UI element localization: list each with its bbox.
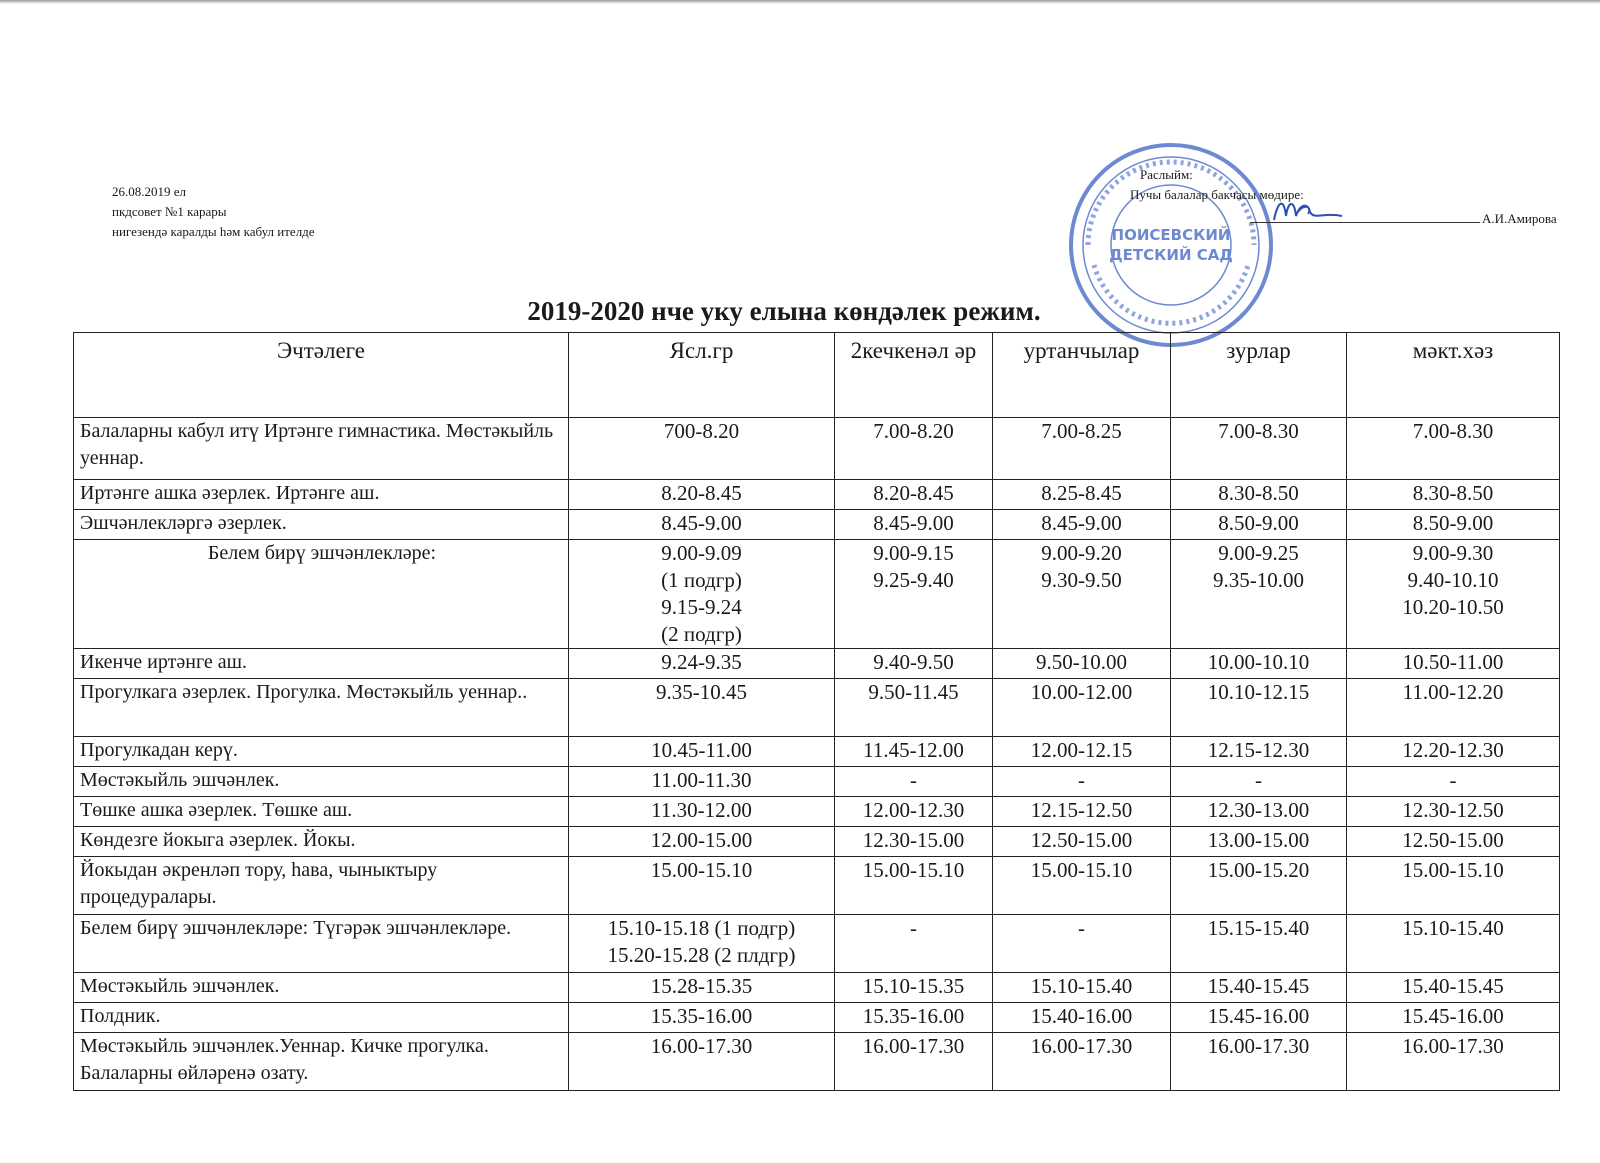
time-cell-younger	[835, 737, 993, 767]
time-value: 15.35-16.00	[862, 1004, 965, 1028]
time-cell-middle	[993, 827, 1171, 857]
time-value: 8.30-8.50	[1218, 481, 1299, 505]
time-value: 12.50-15.00	[1402, 828, 1504, 852]
time-cell-preschool	[1347, 973, 1560, 1003]
svg-text:ПОИСЕВСКИЙ: ПОИСЕВСКИЙ	[1111, 226, 1231, 244]
time-value: 15.10-15.35	[862, 974, 965, 998]
table-row	[74, 418, 1560, 480]
time-cell-senior	[1171, 915, 1347, 973]
activity-cell: Икенче иртәнге аш.	[74, 649, 569, 679]
schedule-body	[74, 418, 1560, 1091]
signature-mark	[1268, 190, 1348, 230]
table-row	[74, 540, 1560, 649]
activity-cell: Иртәнге ашка әзерлек. Иртәнге аш.	[74, 480, 569, 510]
table-row	[74, 915, 1560, 973]
time-cell-nursery	[569, 480, 835, 510]
time-cell-preschool	[1347, 510, 1560, 540]
time-cell-preschool	[1347, 1033, 1560, 1091]
table-row	[74, 797, 1560, 827]
table-row	[74, 1033, 1560, 1091]
column-header-nursery: Ясл.гр	[569, 333, 835, 418]
time-value: 9.35-10.00	[1213, 568, 1304, 592]
time-cell-middle	[993, 797, 1171, 827]
time-value: 9.00-9.20	[1041, 541, 1122, 565]
time-value: (2 подгр)	[661, 622, 742, 646]
time-value: 8.20-8.45	[873, 481, 954, 505]
table-row	[74, 767, 1560, 797]
time-value: (1 подгр)	[661, 568, 742, 592]
time-value: 9.00-9.30	[1412, 541, 1494, 565]
activity-cell: Прогулкадан керү.	[74, 737, 569, 767]
time-cell-nursery	[569, 540, 835, 649]
time-cell-senior	[1171, 418, 1347, 480]
column-header-activity: Эчтәлеге	[74, 333, 569, 418]
time-value: 700-8.20	[663, 419, 740, 443]
time-cell-nursery	[569, 973, 835, 1003]
time-value: 7.00-8.30	[1218, 419, 1299, 443]
signer-name: А.И.Амирова	[1482, 211, 1557, 226]
time-value: 12.30-13.00	[1207, 798, 1310, 822]
time-value: 8.50-9.00	[1412, 511, 1494, 535]
time-cell-senior	[1171, 857, 1347, 915]
time-value: 7.00-8.30	[1412, 419, 1494, 443]
time-value: 10.10-12.15	[1207, 680, 1310, 704]
time-cell-preschool	[1347, 827, 1560, 857]
time-cell-senior	[1171, 480, 1347, 510]
time-cell-middle	[993, 510, 1171, 540]
column-header-younger: 2кечкенәл әр	[835, 333, 993, 418]
time-value: 9.50-10.00	[1036, 650, 1127, 674]
time-value: 9.00-9.25	[1218, 541, 1299, 565]
column-header-middle: уртанчылар	[993, 333, 1171, 418]
time-value: 15.00-15.10	[862, 858, 965, 882]
time-cell-middle	[993, 915, 1171, 973]
time-cell-preschool	[1347, 737, 1560, 767]
time-value: 15.45-16.00	[1402, 1004, 1504, 1028]
time-cell-middle	[993, 1003, 1171, 1033]
time-value: 15.10-15.40	[1402, 916, 1504, 940]
time-cell-preschool	[1347, 857, 1560, 915]
time-value: -	[1255, 768, 1262, 792]
time-value: 8.20-8.45	[661, 481, 742, 505]
time-value: 15.35-16.00	[650, 1004, 753, 1028]
svg-text:ДЕТСКИЙ САД: ДЕТСКИЙ САД	[1109, 246, 1233, 264]
table-row	[74, 857, 1560, 915]
column-header-preschool: мәкт.хәз	[1347, 333, 1560, 418]
time-cell-younger	[835, 827, 993, 857]
time-value: 11.30-12.00	[651, 798, 752, 822]
time-cell-nursery	[569, 418, 835, 480]
time-cell-senior	[1171, 1033, 1347, 1091]
table-row	[74, 827, 1560, 857]
time-cell-younger	[835, 649, 993, 679]
time-value: 9.00-9.15	[873, 541, 954, 565]
time-cell-younger	[835, 679, 993, 737]
time-value: 10.00-10.10	[1207, 650, 1310, 674]
time-value: 8.45-9.00	[1041, 511, 1122, 535]
time-value: 9.40-10.10	[1407, 568, 1499, 592]
time-value: 10.45-11.00	[651, 738, 752, 762]
time-value: 15.20-15.28 (2 плдгр)	[607, 943, 796, 967]
time-cell-nursery	[569, 1033, 835, 1091]
time-cell-senior	[1171, 679, 1347, 737]
schedule-table	[73, 332, 1560, 1091]
time-value: 9.00-9.09	[661, 541, 742, 565]
activity-cell: Төшке ашка әзерлек. Төшке аш.	[74, 797, 569, 827]
time-value: 11.00-12.20	[1402, 680, 1504, 704]
time-cell-preschool	[1347, 797, 1560, 827]
activity-cell: Эшчәнлекләргә әзерлек.	[74, 510, 569, 540]
time-value: -	[1078, 768, 1085, 792]
time-value: 15.00-15.10	[650, 858, 753, 882]
approval-note	[112, 182, 315, 242]
scan-edge	[0, 0, 1600, 4]
time-value: 15.28-15.35	[650, 974, 753, 998]
time-value: 12.30-15.00	[862, 828, 965, 852]
time-cell-middle	[993, 679, 1171, 737]
time-cell-middle	[993, 418, 1171, 480]
time-value: 7.00-8.25	[1041, 419, 1122, 443]
time-cell-younger	[835, 418, 993, 480]
activity-cell: Мөстәкыйль эшчәнлек.Уеннар. Кичке прогулка. Балаларны өйләренә озату.	[74, 1033, 569, 1091]
time-value: 9.15-9.24	[661, 595, 742, 619]
time-cell-younger	[835, 857, 993, 915]
time-cell-nursery	[569, 915, 835, 973]
time-cell-senior	[1171, 737, 1347, 767]
time-cell-younger	[835, 540, 993, 649]
time-cell-younger	[835, 767, 993, 797]
time-cell-middle	[993, 480, 1171, 510]
time-cell-younger	[835, 480, 993, 510]
activity-cell: Белем бирү эшчәнлекләре: Түгәрәк эшчәнлекләре.	[74, 915, 569, 973]
activity-cell: Балаларны кабул итү Иртәнге гимнастика. Мөстәкыйль уеннар.	[74, 418, 569, 480]
time-cell-younger	[835, 1033, 993, 1091]
activity-cell: Мөстәкыйль эшчәнлек.	[74, 767, 569, 797]
time-value: 15.40-15.45	[1402, 974, 1504, 998]
activity-cell: Йокыдан әкренләп тору, һава, чыныктыру процедуралары.	[74, 857, 569, 915]
time-cell-preschool	[1347, 418, 1560, 480]
time-value: 12.15-12.50	[1030, 798, 1133, 822]
time-value: 8.45-9.00	[873, 511, 954, 535]
time-value: 15.10-15.18 (1 подгр)	[607, 916, 796, 940]
time-cell-senior	[1171, 1003, 1347, 1033]
time-value: 8.45-9.00	[661, 511, 742, 535]
time-value: 9.50-11.45	[868, 680, 959, 704]
time-value: 8.25-8.45	[1041, 481, 1122, 505]
time-value: 15.00-15.10	[1030, 858, 1133, 882]
time-value: 16.00-17.30	[1402, 1034, 1504, 1058]
time-cell-preschool	[1347, 480, 1560, 510]
time-value: 9.25-9.40	[873, 568, 954, 592]
time-cell-younger	[835, 973, 993, 1003]
time-value: 10.20-10.50	[1402, 595, 1504, 619]
table-row	[74, 973, 1560, 1003]
time-value: 16.00-17.30	[1030, 1034, 1133, 1058]
time-value: 8.50-9.00	[1218, 511, 1299, 535]
time-value: 15.40-15.45	[1207, 974, 1310, 998]
table-header-row	[74, 333, 1560, 418]
time-value: 12.00-12.30	[862, 798, 965, 822]
time-cell-senior	[1171, 973, 1347, 1003]
time-cell-younger	[835, 915, 993, 973]
time-cell-younger	[835, 510, 993, 540]
time-cell-middle	[993, 649, 1171, 679]
time-cell-middle	[993, 540, 1171, 649]
time-value: -	[1449, 768, 1457, 792]
time-value: 12.15-12.30	[1207, 738, 1310, 762]
table-row	[74, 480, 1560, 510]
table-row	[74, 510, 1560, 540]
time-value: 15.45-16.00	[1207, 1004, 1310, 1028]
approve-label: Раслыйм:	[1140, 167, 1193, 182]
time-value: 10.50-11.00	[1402, 650, 1504, 674]
time-value: 15.15-15.40	[1207, 916, 1310, 940]
time-value: 11.00-11.30	[651, 768, 752, 792]
time-cell-senior	[1171, 510, 1347, 540]
note-accepted: нигезендә каралды һәм кабул ителде	[112, 224, 315, 239]
time-value: 12.00-12.15	[1030, 738, 1133, 762]
head-title: Пучы балалар бакчасы мөдире:	[1130, 187, 1304, 202]
time-cell-senior	[1171, 540, 1347, 649]
time-value: 16.00-17.30	[862, 1034, 965, 1058]
time-cell-middle	[993, 1033, 1171, 1091]
time-value: 9.35-10.45	[656, 680, 747, 704]
time-cell-nursery	[569, 737, 835, 767]
time-value: 8.30-8.50	[1412, 481, 1494, 505]
time-cell-nursery	[569, 827, 835, 857]
time-value: 9.40-9.50	[873, 650, 954, 674]
note-council: пкдсовет №1 карары	[112, 204, 227, 219]
time-value: 15.40-16.00	[1030, 1004, 1133, 1028]
time-cell-younger	[835, 1003, 993, 1033]
activity-cell: Прогулкага әзерлек. Прогулка. Мөстәкыйль уеннар..	[74, 679, 569, 737]
time-cell-nursery	[569, 649, 835, 679]
time-cell-younger	[835, 797, 993, 827]
time-cell-preschool	[1347, 540, 1560, 649]
activity-cell: Көндезге йокыга әзерлек. Йокы.	[74, 827, 569, 857]
time-cell-middle	[993, 973, 1171, 1003]
time-value: 16.00-17.30	[650, 1034, 753, 1058]
time-cell-nursery	[569, 1003, 835, 1033]
time-cell-senior	[1171, 827, 1347, 857]
table-row	[74, 649, 1560, 679]
time-value: 15.00-15.10	[1402, 858, 1504, 882]
time-cell-senior	[1171, 767, 1347, 797]
time-cell-nursery	[569, 767, 835, 797]
time-value: 10.00-12.00	[1030, 680, 1133, 704]
time-cell-preschool	[1347, 915, 1560, 973]
table-row	[74, 679, 1560, 737]
time-cell-senior	[1171, 649, 1347, 679]
column-header-senior: зурлар	[1171, 333, 1347, 418]
time-cell-nursery	[569, 797, 835, 827]
time-cell-preschool	[1347, 767, 1560, 797]
table-row	[74, 737, 1560, 767]
table-row	[74, 1003, 1560, 1033]
activity-cell: Мөстәкыйль эшчәнлек.	[74, 973, 569, 1003]
page-title: 2019-2020 нче уку елына көндәлек режим.	[527, 296, 1041, 326]
time-cell-middle	[993, 737, 1171, 767]
time-value: -	[910, 768, 917, 792]
time-cell-middle	[993, 857, 1171, 915]
time-cell-nursery	[569, 857, 835, 915]
time-value: 12.30-12.50	[1402, 798, 1504, 822]
time-value: 16.00-17.30	[1207, 1034, 1310, 1058]
time-cell-nursery	[569, 510, 835, 540]
time-value: 13.00-15.00	[1207, 828, 1310, 852]
activity-cell: Полдник.	[74, 1003, 569, 1033]
time-value: 11.45-12.00	[863, 738, 964, 762]
time-value: 12.20-12.30	[1402, 738, 1504, 762]
time-value: 15.10-15.40	[1030, 974, 1133, 998]
time-cell-nursery	[569, 679, 835, 737]
time-value: 9.24-9.35	[661, 650, 742, 674]
time-value: 15.00-15.20	[1207, 858, 1310, 882]
activity-cell: Белем бирү эшчәнлекләре:	[74, 540, 569, 649]
time-value: 9.30-9.50	[1041, 568, 1122, 592]
time-cell-preschool	[1347, 649, 1560, 679]
time-value: -	[1078, 916, 1085, 940]
time-value: 12.50-15.00	[1030, 828, 1133, 852]
time-value: -	[910, 916, 917, 940]
time-cell-preschool	[1347, 1003, 1560, 1033]
time-cell-senior	[1171, 797, 1347, 827]
time-value: 12.00-15.00	[650, 828, 753, 852]
time-value: 7.00-8.20	[873, 419, 954, 443]
time-cell-middle	[993, 767, 1171, 797]
time-cell-preschool	[1347, 679, 1560, 737]
note-date: 26.08.2019 ел	[112, 184, 187, 199]
